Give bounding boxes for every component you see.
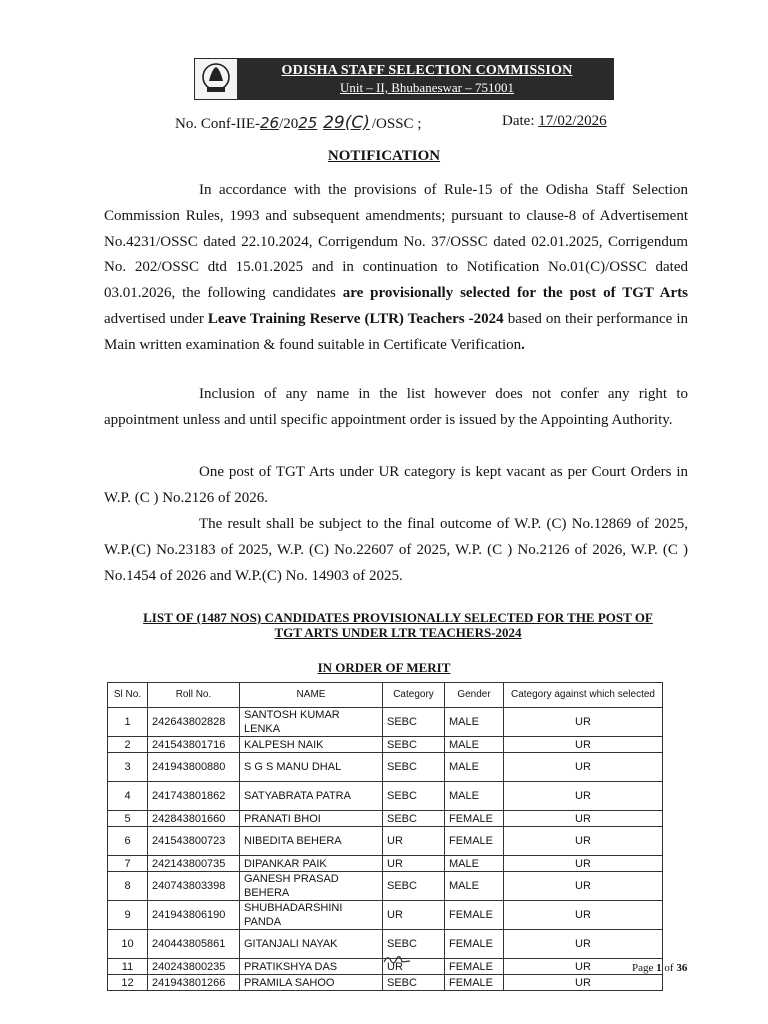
table-cell: UR bbox=[504, 753, 663, 782]
table-cell: 242643802828 bbox=[148, 708, 240, 737]
table-cell: 12 bbox=[108, 975, 148, 991]
table-row bbox=[108, 975, 663, 991]
table-header-cell: Gender bbox=[445, 683, 504, 708]
table-cell: SEBC bbox=[383, 811, 445, 827]
table-header-cell: Category bbox=[383, 683, 445, 708]
table-cell: UR bbox=[504, 708, 663, 737]
table-cell: SHUBHADARSHINI PANDA bbox=[240, 901, 383, 930]
table-header-cell: NAME bbox=[240, 683, 383, 708]
table-row bbox=[108, 782, 663, 811]
table-cell: 11 bbox=[108, 959, 148, 975]
table-cell: PRATIKSHYA DAS bbox=[240, 959, 383, 975]
table-cell: SEBC bbox=[383, 753, 445, 782]
table-cell: 8 bbox=[108, 872, 148, 901]
table-cell: FEMALE bbox=[445, 975, 504, 991]
paragraph-4: The result shall be subject to the final outcome of W.P. (C) No.12869 of 2025, W.P.(C) No.23183 of 2025, W.P. (C) No.22607 of 2025, W.P. (C ) No.2126 of 2026, W.P. (C ) No.1454 of 2026 and W.P.(C) No. 14903 of 2025. bbox=[104, 516, 688, 584]
table-cell: 241543801716 bbox=[148, 737, 240, 753]
table-cell: 241943806190 bbox=[148, 901, 240, 930]
table-cell: GANESH PRASAD BEHERA bbox=[240, 872, 383, 901]
table-row bbox=[108, 737, 663, 753]
table-row bbox=[108, 872, 663, 901]
table-cell: MALE bbox=[445, 782, 504, 811]
table-cell: SEBC bbox=[383, 708, 445, 737]
table-cell: DIPANKAR PAIK bbox=[240, 856, 383, 872]
table-cell: UR bbox=[504, 782, 663, 811]
page-title: NOTIFICATION bbox=[327, 148, 441, 164]
org-name: ODISHA STAFF SELECTION COMMISSION bbox=[281, 63, 573, 78]
table-cell: 242843801660 bbox=[148, 811, 240, 827]
table-cell: UR bbox=[504, 856, 663, 872]
table-cell: 5 bbox=[108, 811, 148, 827]
notice-date: Date: 17/02/2026 bbox=[502, 113, 607, 129]
table-cell: KALPESH NAIK bbox=[240, 737, 383, 753]
table-row bbox=[108, 708, 663, 737]
table-header-cell: Category against which selected bbox=[504, 683, 663, 708]
table-header-cell: Roll No. bbox=[148, 683, 240, 708]
table-cell: MALE bbox=[445, 737, 504, 753]
reference-number: No. Conf-IIE-26/2025 29(C) /OSSC ; bbox=[175, 113, 422, 133]
page-number: Page 1 of 36 bbox=[632, 962, 688, 974]
table-cell: 241943801266 bbox=[148, 975, 240, 991]
table-cell: SEBC bbox=[383, 737, 445, 753]
table-cell: UR bbox=[504, 975, 663, 991]
table-cell: MALE bbox=[445, 872, 504, 901]
table-cell: 9 bbox=[108, 901, 148, 930]
table-cell: S G S MANU DHAL bbox=[240, 753, 383, 782]
table-cell: GITANJALI NAYAK bbox=[240, 930, 383, 959]
table-header-row bbox=[108, 683, 663, 708]
table-cell: SEBC bbox=[383, 975, 445, 991]
table-cell: 1 bbox=[108, 708, 148, 737]
table-cell: 10 bbox=[108, 930, 148, 959]
table-cell: MALE bbox=[445, 856, 504, 872]
table-cell: NIBEDITA BEHERA bbox=[240, 827, 383, 856]
paragraph-2: Inclusion of any name in the list however does not confer any right to appointment unless and until specific appointment order is issued by the Appointing Authority. bbox=[104, 386, 688, 428]
org-address: Unit – II, Bhubaneswar – 751001 bbox=[339, 80, 515, 95]
paragraph-1: In accordance with the provisions of Rule-15 of the Odisha Staff Selection Commission Rules, 1993 and subsequent amendments; pursuant to clause-8 of Advertisement No.4231/OSSC dated 22.10.2024, Corrigendum No. 37/OSSC dated 02.01.2025, Corrigendum No. 202/OSSC dtd 15.01.2025 and in continuation to Notification No.01(C)/OSSC dated 03.01.2026, the following candidates are provisionally selected for the post of TGT Arts advertised under Leave Training Reserve (LTR) Teachers -2024 based on their performance in Main written examination & found suitable in Certificate Verification. bbox=[104, 182, 688, 353]
table-cell: 7 bbox=[108, 856, 148, 872]
table-cell: 240243800235 bbox=[148, 959, 240, 975]
table-row bbox=[108, 753, 663, 782]
table-cell: UR bbox=[504, 930, 663, 959]
table-cell: SEBC bbox=[383, 872, 445, 901]
table-cell: PRAMILA SAHOO bbox=[240, 975, 383, 991]
table-cell: PRANATI BHOI bbox=[240, 811, 383, 827]
table-row bbox=[108, 901, 663, 930]
table-cell: UR bbox=[383, 901, 445, 930]
table-cell: FEMALE bbox=[445, 827, 504, 856]
table-row bbox=[108, 827, 663, 856]
table-cell: 241543800723 bbox=[148, 827, 240, 856]
table-cell: 242143800735 bbox=[148, 856, 240, 872]
table-cell: UR bbox=[383, 827, 445, 856]
merit-subtitle: IN ORDER OF MERIT bbox=[317, 660, 451, 675]
table-header-cell: Sl No. bbox=[108, 683, 148, 708]
table-cell: UR bbox=[383, 856, 445, 872]
table-cell: FEMALE bbox=[445, 901, 504, 930]
table-cell: UR bbox=[504, 959, 663, 975]
table-row bbox=[108, 856, 663, 872]
table-cell: FEMALE bbox=[445, 811, 504, 827]
table-cell: SEBC bbox=[383, 782, 445, 811]
table-cell: 6 bbox=[108, 827, 148, 856]
paragraph-3: One post of TGT Arts under UR category is kept vacant as per Court Orders in W.P. (C ) No.2126 of 2026. bbox=[104, 464, 688, 506]
signature bbox=[382, 952, 412, 972]
table-cell: FEMALE bbox=[445, 930, 504, 959]
table-cell: 240443805861 bbox=[148, 930, 240, 959]
table-cell: UR bbox=[504, 737, 663, 753]
table-cell: 2 bbox=[108, 737, 148, 753]
commission-banner bbox=[194, 58, 614, 100]
table-cell: 241943800880 bbox=[148, 753, 240, 782]
table-cell: UR bbox=[504, 827, 663, 856]
table-cell: UR bbox=[504, 811, 663, 827]
candidates-table bbox=[107, 682, 663, 991]
table-cell: SEBC bbox=[383, 930, 445, 959]
table-cell: 240743803398 bbox=[148, 872, 240, 901]
table-cell: FEMALE bbox=[445, 959, 504, 975]
table-cell: 4 bbox=[108, 782, 148, 811]
table-cell: 3 bbox=[108, 753, 148, 782]
table-cell: UR bbox=[504, 901, 663, 930]
table-cell: SANTOSH KUMAR LENKA bbox=[240, 708, 383, 737]
table-cell: UR bbox=[383, 959, 445, 975]
table-cell: MALE bbox=[445, 708, 504, 737]
table-cell: 241743801862 bbox=[148, 782, 240, 811]
table-cell: MALE bbox=[445, 753, 504, 782]
reference-line bbox=[0, 113, 768, 135]
emblem-icon bbox=[194, 58, 238, 100]
table-cell: SATYABRATA PATRA bbox=[240, 782, 383, 811]
table-cell: UR bbox=[504, 872, 663, 901]
table-row bbox=[108, 811, 663, 827]
list-title: LIST OF (1487 NOS) CANDIDATES PROVISIONALLY SELECTED FOR THE POST OF TGT ARTS UNDER LTR TEACHERS-2024 bbox=[143, 610, 653, 640]
